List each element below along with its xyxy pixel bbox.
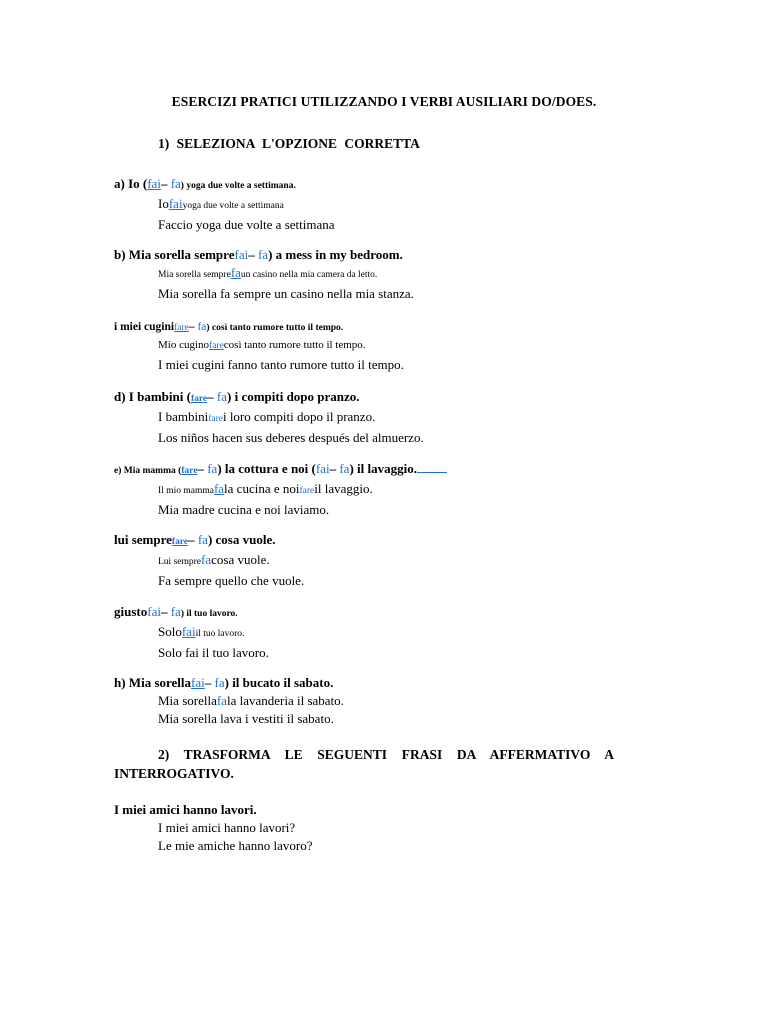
option-1: fare — [171, 537, 189, 547]
answer: I bambinifarei loro compiti dopo il pranzo. — [158, 409, 376, 424]
option-1: fai — [234, 247, 249, 262]
option-3: fai — [315, 461, 330, 476]
option-1: fare — [190, 394, 208, 404]
answer: Mia sorellafala lavanderia il sabato. — [158, 693, 344, 708]
option-1: fai — [147, 604, 161, 619]
translation: Mia madre cucina e noi laviamo. — [158, 501, 330, 517]
option-2: fa — [214, 675, 225, 690]
exercise-g — [114, 603, 634, 661]
answer-word: fa — [213, 481, 225, 496]
answer: Mio cuginofarecosì tanto rumore tutto il tempo. — [158, 339, 366, 351]
answer-word: fai — [168, 196, 183, 211]
exercise-h — [114, 674, 634, 727]
section-2-heading: 2) TRASFORMA LE SEGUENTI FRASI DA AFFERMATIVO A INTERROGATIVO. — [114, 747, 614, 781]
option-1: fare — [174, 323, 189, 333]
option-2: fa — [197, 321, 207, 333]
question: e) Mia mamma (fare– fa) la cottura e noi (fai– fa) il lavaggio. — [114, 460, 634, 480]
question: lui semprefare– fa) cosa vuole. — [114, 532, 276, 547]
exercise-c — [114, 318, 634, 373]
translation: I miei cugini fanno tanto rumore tutto il tempo. — [158, 356, 404, 372]
transform-exercise — [114, 801, 634, 854]
answer-word: fa — [230, 265, 241, 280]
question: a) Io (fai– fa) yoga due volte a settimana. — [114, 176, 296, 191]
option-2: fa — [207, 461, 218, 476]
alternative-answer: Le mie amiche hanno lavoro? — [158, 837, 313, 853]
exercise-a — [114, 175, 634, 233]
option-2: fa — [197, 532, 208, 547]
option-1: fai — [191, 675, 205, 690]
question: I miei amici hanno lavori. — [114, 802, 257, 817]
answer: Il mio mammafala cucina e noifareil lavaggio. — [158, 481, 373, 496]
translation: Mia sorella lava i vestiti il sabato. — [158, 710, 334, 726]
option-1: fai — [147, 176, 161, 191]
answer-word-2: fare — [299, 486, 315, 496]
answer-word: fare — [209, 341, 224, 351]
translation: Faccio yoga due volte a settimana — [158, 216, 335, 232]
option-1: fare — [181, 466, 198, 476]
page-title: ESERCIZI PRATICI UTILIZZANDO I VERBI AUSILIARI DO/DOES. — [171, 94, 597, 109]
question: b) Mia sorella semprefai– fa) a mess in my bedroom. — [114, 247, 403, 262]
exercise-b — [114, 246, 634, 302]
translation: Solo fai il tuo lavoro. — [158, 644, 269, 660]
exercise-f — [114, 531, 634, 589]
answer-word: fa — [216, 693, 227, 708]
answer: Lui semprefacosa vuole. — [158, 552, 270, 567]
question: d) I bambini (fare– fa) i compiti dopo pranzo. — [114, 389, 360, 404]
translation: Fa sempre quello che vuole. — [158, 572, 305, 588]
question: i miei cuginifare– fa) così tanto rumore tutto il tempo. — [114, 321, 344, 333]
answer: I miei amici hanno lavori? — [158, 820, 296, 835]
answer-blank — [417, 462, 447, 473]
answer-word: fai — [181, 624, 196, 639]
answer-word: fa — [201, 552, 212, 567]
answer: Iofaiyoga due volte a settimana — [158, 196, 284, 211]
option-2: fa — [170, 176, 181, 191]
answer: Mia sorella semprefaun casino nella mia camera da letto. — [158, 265, 378, 280]
translation: Los niños hacen sus deberes después del almuerzo. — [158, 429, 424, 445]
option-2: fa — [170, 604, 181, 619]
option-2: fa — [216, 389, 227, 404]
answer: Solofaiil tuo lavoro. — [158, 624, 245, 639]
exercise-e — [114, 460, 634, 518]
section-1-heading: 1) SELEZIONA L'OPZIONE CORRETTA — [158, 136, 420, 151]
question: giustofai– fa) il tuo lavoro. — [114, 604, 238, 619]
translation: Mia sorella fa sempre un casino nella mia stanza. — [158, 285, 414, 301]
option-2: fa — [257, 247, 269, 262]
option-4: fa — [339, 461, 350, 476]
question: h) Mia sorellafai– fa) il bucato il sabato. — [114, 675, 334, 690]
answer-word: fare — [208, 414, 223, 424]
exercise-d — [114, 388, 634, 446]
